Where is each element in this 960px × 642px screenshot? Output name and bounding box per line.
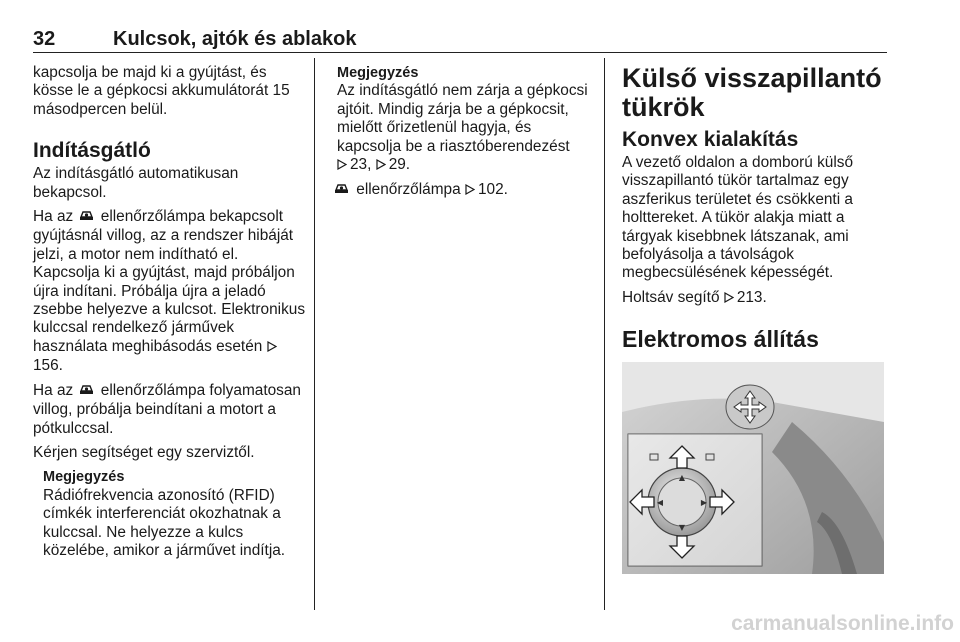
blind-spot-ref (622, 289, 887, 308)
page-ref-icon (724, 290, 734, 308)
page-ref-link[interactable]: 156. (33, 357, 63, 375)
warning-lamp-ref (333, 181, 598, 200)
immobiliser-paragraph-3 (33, 382, 308, 438)
p3-body: ellenőrzőlámpa folyamatosan villog, próbálja beindítani a motort a pótkulccsal. (33, 381, 301, 437)
watermark: carmanualsonline.info (731, 612, 954, 635)
blind-spot-label: Holtsáv segítő (622, 288, 720, 306)
immobiliser-paragraph-4: Kérjen segítséget egy szerviztől. (33, 443, 255, 461)
note-text: Az indításgátló nem zárja a gépkocsi ajtóit. Mindig zárja be a gépkocsit, mielőtt őrizetlenül hagyja, és kapcsolja be a riasztóberendezést (337, 82, 588, 155)
chapter-title: Kulcsok, ajtók és ablakok (113, 28, 357, 50)
page-header (33, 26, 887, 53)
note-box (43, 468, 308, 560)
svg-text:▼: ▼ (678, 523, 686, 532)
note-box (337, 64, 598, 175)
page-ref-link[interactable]: 102. (477, 181, 508, 199)
page-ref-icon (465, 182, 475, 200)
convex-paragraph: A vezető oldalon a domború külső visszapillantó tükör tartalmaz egy aszferikus területet és csökkenti a holttereket. A tükör alakja miatt a tárgyak kisebbnek látszanak, ami befolyásolja a távolságok megbecsülésének képességét. (622, 154, 854, 282)
immobiliser-paragraph-2 (33, 208, 308, 376)
mirror-control-illustration (622, 362, 884, 574)
column-left (33, 64, 308, 566)
page-ref-icon (337, 157, 347, 175)
car-key-icon (79, 209, 94, 227)
page-ref-link[interactable]: 23, (350, 156, 372, 174)
convex-heading: Konvex kialakítás (622, 128, 799, 151)
mirrors-heading: Külső visszapillantó tükrök (622, 63, 882, 122)
p2-body: ellenőrzőlámpa bekapcsolt gyújtásnál villog, az a rendszer hibáját jelzi, a motor nem indítható el. Kapcsolja ki a gyújtást, majd próbáljon újra indítani. Próbálja újra a jeladó zsebbe helyezve a kulcsot. Elektronikus kulccsal rendelkező járművek használata meghibásodás esetén (33, 208, 306, 355)
immobiliser-paragraph-1: Az indításgátló automatikusan bekapcsol. (33, 165, 239, 201)
column-middle (333, 64, 598, 207)
mirror-switch-top (726, 385, 774, 429)
p2-lead: Ha az (33, 208, 74, 226)
note-title: Megjegyzés (337, 65, 419, 81)
intro-paragraph: kapcsolja be majd ki a gyújtást, és kösse le a gépkocsi akkumulátorát 15 másodpercen belül. (33, 64, 290, 118)
lamp-label: ellenőrzőlámpa (356, 181, 461, 199)
page-number: 32 (33, 28, 56, 50)
car-key-icon (334, 182, 349, 200)
p3-lead: Ha az (33, 381, 74, 399)
page-ref-link[interactable]: 213. (736, 288, 767, 306)
column-divider (604, 58, 605, 610)
column-right (622, 64, 887, 352)
car-key-icon (79, 383, 94, 401)
electric-adjust-heading: Elektromos állítás (622, 326, 819, 353)
page-ref-icon (267, 339, 277, 357)
immobiliser-heading: Indításgátló (33, 139, 151, 163)
svg-text:◀: ◀ (656, 498, 664, 507)
note-text: Rádiófrekvencia azonosító (RFID) címkék interferenciát okozhatnak a kulccsal. Ne helyezze a kulcs közelébe, amikor a járművet indítja. (43, 486, 286, 559)
svg-text:▶: ▶ (700, 498, 708, 507)
page-ref-link[interactable]: 29. (388, 156, 411, 174)
note-title: Megjegyzés (43, 469, 125, 486)
column-divider (314, 58, 315, 610)
page-ref-icon (376, 157, 386, 175)
svg-text:▲: ▲ (678, 473, 686, 482)
